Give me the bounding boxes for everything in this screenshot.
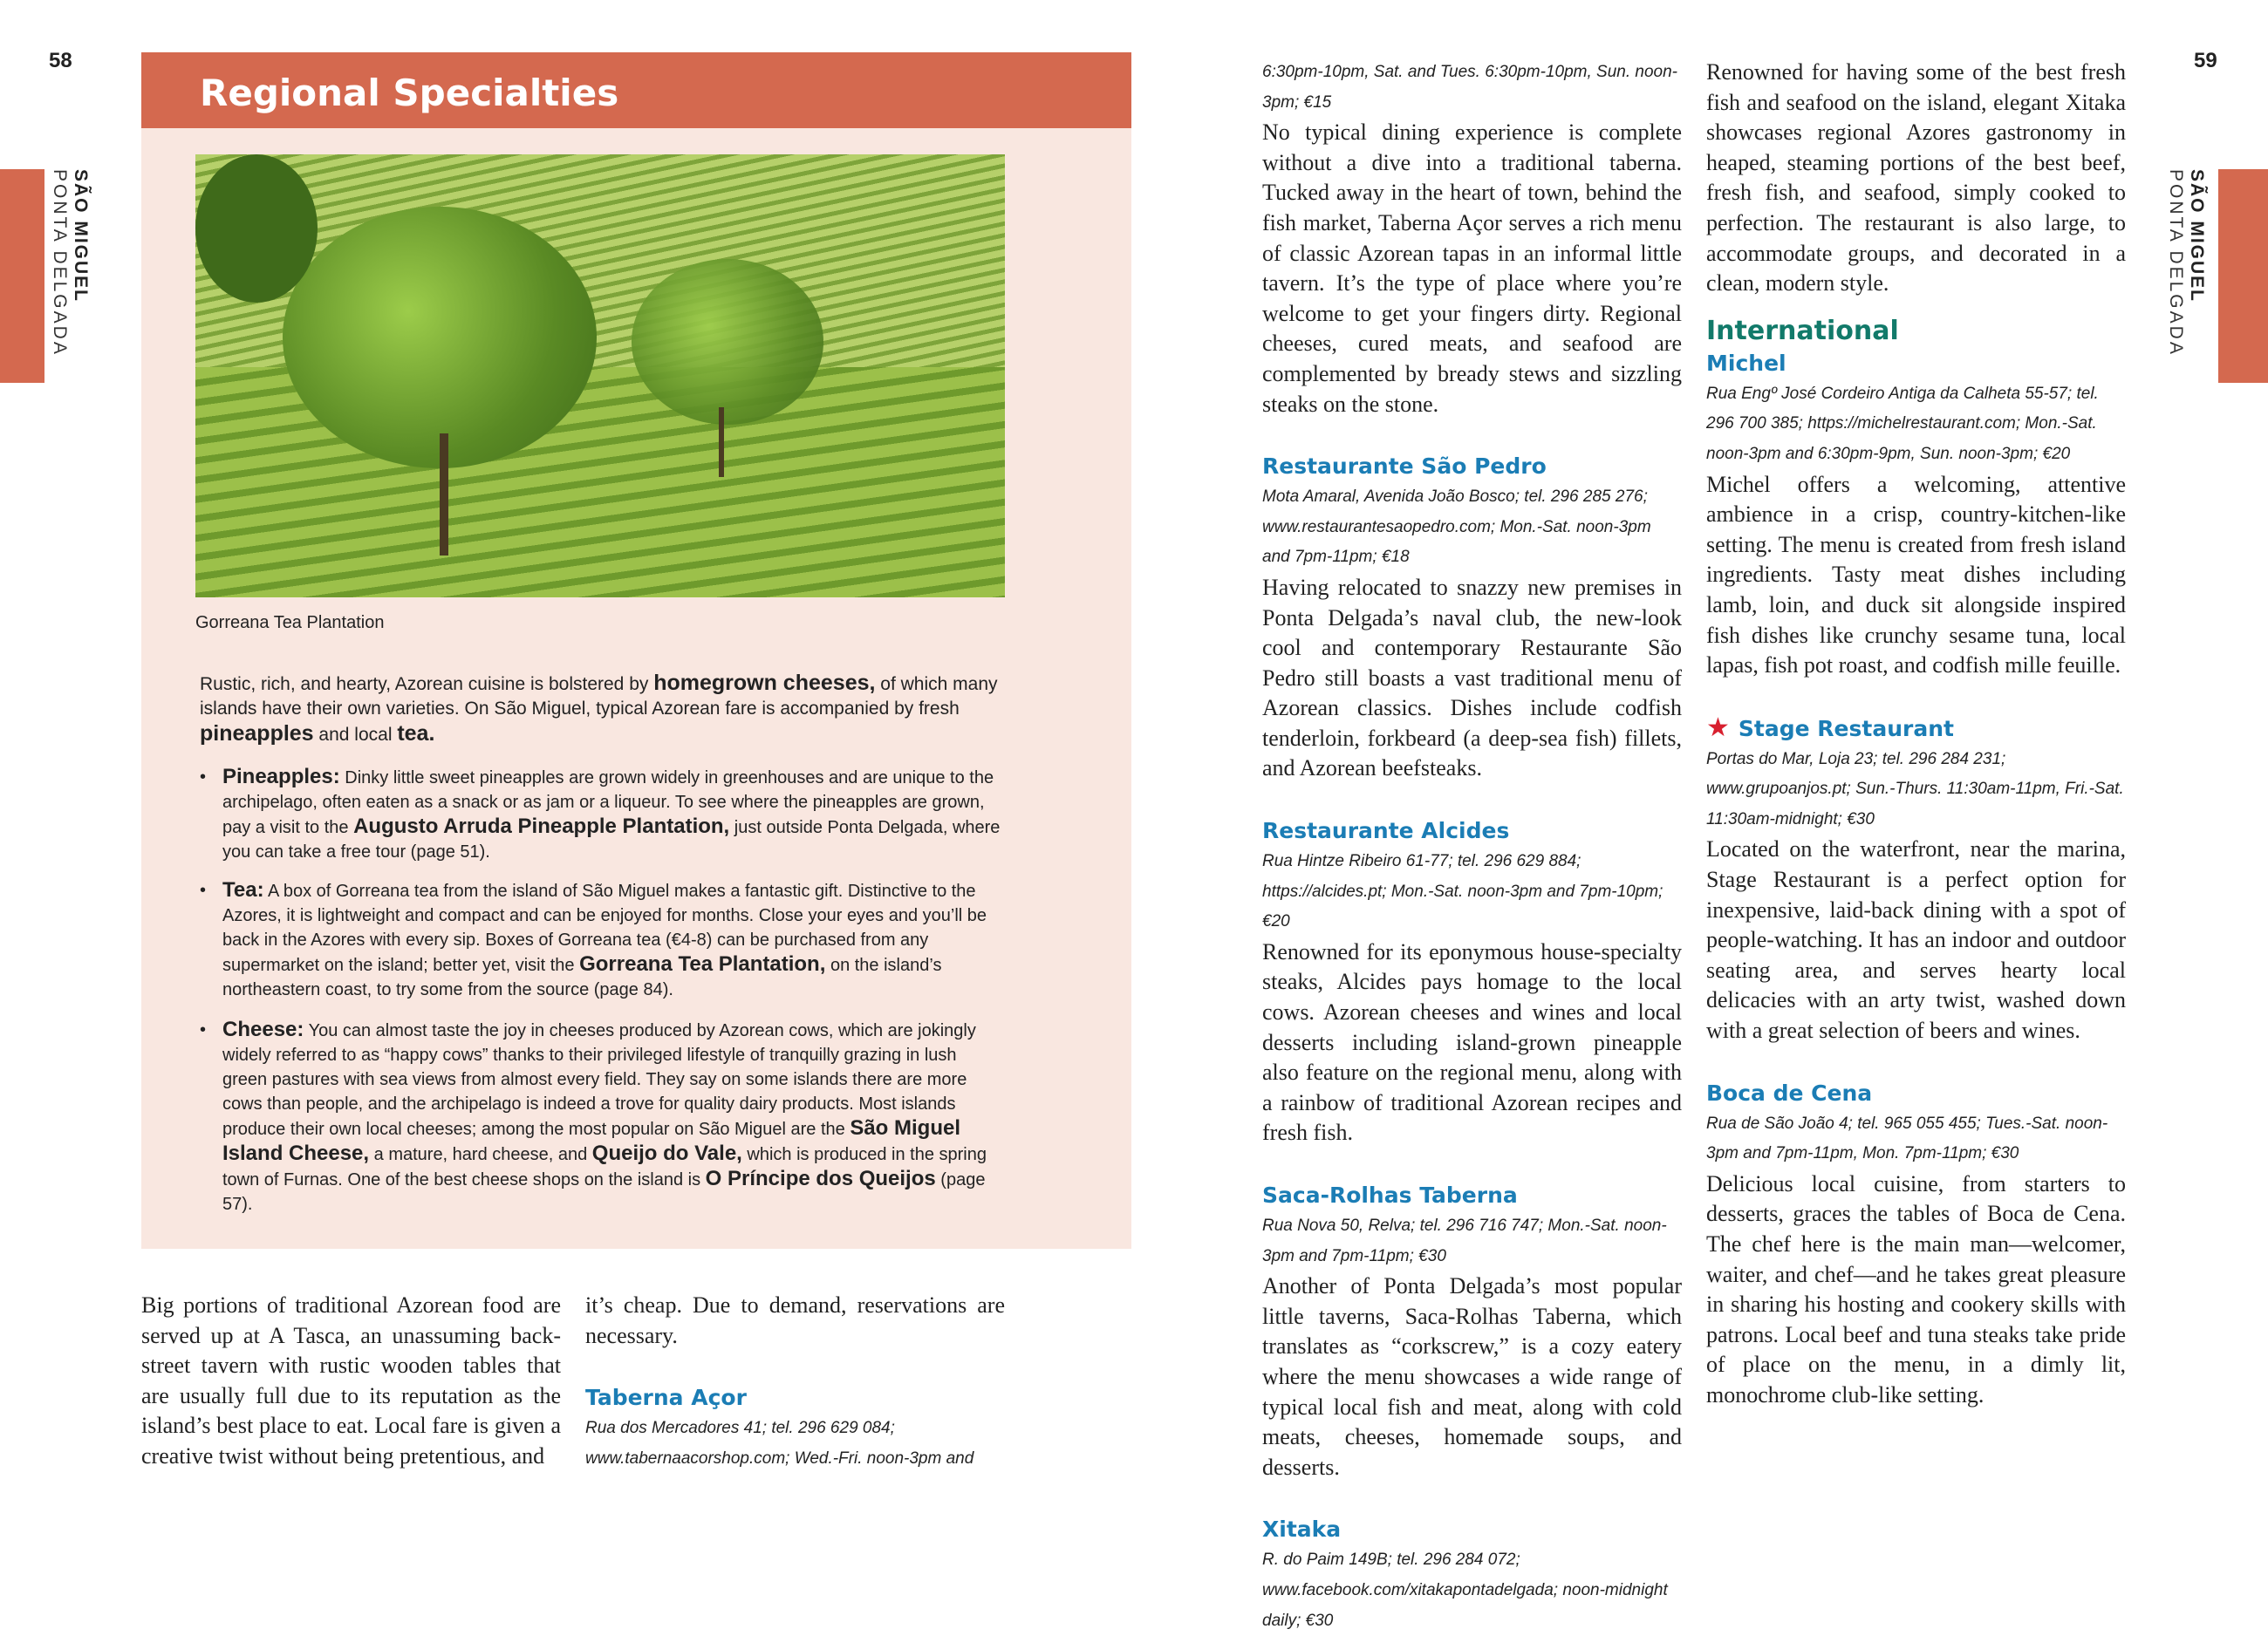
sao-pedro-heading: Restaurante São Pedro bbox=[1262, 453, 1547, 480]
tea-plantation-photo bbox=[195, 154, 1005, 597]
international-heading: International bbox=[1706, 315, 1899, 346]
stage-name: Stage Restaurant bbox=[1738, 715, 1954, 741]
side-tab-left bbox=[0, 169, 44, 383]
xitaka-address: R. do Paim 149B; tel. 296 284 072; www.facebook.com/xitakapontadelgada; noon-midnight daily; €30 bbox=[1262, 1551, 1668, 1630]
boca-de-cena-address: Rua de São João 4; tel. 965 055 455; Tues.-Sat. noon-3pm and 7pm-11pm, Mon. 7pm-11pm; €30 bbox=[1706, 1114, 2108, 1163]
text-run: A box of Gorreana tea from the island of São Miguel makes a fantastic gift. Distinctive to the Azores, it is lightweight and compact and can be enjoyed for months. Close your eyes and you’ll be back in the Azores with every sip. Boxes of Gorreana tea (€4-8) can be purchased from any supermarket on the island; better yet, visit the bbox=[222, 882, 987, 975]
town-label: PONTA DELGADA bbox=[2166, 169, 2186, 357]
bold-term: Augusto Arruda Pineapple Plantation, bbox=[353, 815, 730, 838]
xitaka-desc: Renowned for having some of the best fresh fish and seafood on the island, elegant Xitaka showcases regional Azores gastronomy in heaped, steaming portions of the best beef, fresh fish, and seafood, simply cooked to perfection. The restaurant is also large, to accommodate groups, and decorated in a clean, modern style. bbox=[1706, 59, 2126, 297]
text-run: which is produced in the spring town of Furnas. One of the best cheese shops on the island is bbox=[222, 1145, 987, 1190]
text-run: on the island’s northeastern coast, to try some from the source (page 84). bbox=[222, 956, 942, 999]
body-column-2 bbox=[585, 1291, 1005, 1474]
text-run: a mature, hard cheese, and bbox=[369, 1145, 592, 1164]
alcides-address: Rua Hintze Ribeiro 61-77; tel. 296 629 884; https://alcides.pt; Mon.-Sat. noon-3pm and 7pm-10pm; €20 bbox=[1262, 852, 1663, 931]
bullet-tea bbox=[200, 878, 1005, 1002]
text-run: Rustic, rich, and hearty, Azorean cuisine is bolstered by bbox=[200, 674, 654, 694]
xitaka-heading: Xitaka bbox=[1262, 1517, 1342, 1543]
michel-desc: Michel offers a welcoming, attentive ambience in a crisp, country-kitchen-like setting. The menu is created from fresh island ingredients. Tasty meat dishes including lamb, loin, and duck sit alongside inspired fish dishes like crunchy sesame tuna, local lapas, fish pot roast, and codfish mille feuille. bbox=[1706, 471, 2126, 678]
bold-term: Pineapples: bbox=[222, 765, 340, 788]
alcides-desc: Renowned for its eponymous house-specialty steaks, Alcides pays homage to the local cows. Azorean cheeses and wines and local desserts including island-grown pineapple also feature on the regional menu, along with a rainbow of traditional Azorean recipes and fresh fish. bbox=[1262, 938, 1682, 1146]
intro-paragraph bbox=[200, 671, 1005, 747]
island-label: SÃO MIGUEL bbox=[2187, 169, 2207, 303]
boca-de-cena-heading: Boca de Cena bbox=[1706, 1080, 1873, 1106]
bold-term: tea. bbox=[397, 721, 435, 746]
bold-term: pineapples bbox=[200, 721, 314, 746]
stage-desc: Located on the waterfront, near the marina, Stage Restaurant is a perfect option for inexpensive, laid-back dining with a spot of people-watching. It has an indoor and outdoor seating area, and serves hearty local delicacies with an arty twist, washed down with a great selection of beers and wines. bbox=[1706, 836, 2126, 1044]
body-column-1 bbox=[141, 1291, 561, 1472]
michel-address: Rua Engº José Cordeiro Antiga da Calheta 55-57; tel. 296 700 385; https://michelrestaurant.com; Mon.-Sat. noon-3pm and 6:30pm-9pm, Sun. noon-3pm; €20 bbox=[1706, 384, 2099, 463]
side-tab-right bbox=[2218, 169, 2268, 383]
taberna-acor-heading: Taberna Açor bbox=[585, 1385, 747, 1411]
bold-term: Queijo do Vale, bbox=[591, 1142, 742, 1165]
text-run: Dinky little sweet pineapples are grown widely in greenhouses and are unique to the archipelago, often eaten as a snack or as jam or a liqueur. To see where the pineapples are grown, pay a visit to the bbox=[222, 768, 994, 837]
right-column-1 bbox=[1262, 58, 1682, 1636]
a-tasca-text-cont: it’s cheap. Due to demand, reservations are necessary. bbox=[585, 1292, 1005, 1348]
side-label-right bbox=[2165, 169, 2207, 357]
text-run: and local bbox=[313, 725, 398, 745]
saca-rolhas-address: Rua Nova 50, Relva; tel. 296 716 747; Mon.-Sat. noon-3pm and 7pm-11pm; €30 bbox=[1262, 1217, 1667, 1265]
text-run: You can almost taste the joy in cheeses produced by Azorean cows, which are jokingly widely referred to as “happy cows” thanks to their privileged lifestyle of tranquilly grazing in lush green pastures with sea views from almost every field. They say on some islands there are more cows than people, and the archipelago is indeed a trove for quality dairy products. Most islands produce their own local cheeses; among the most popular on São Miguel are the bbox=[222, 1021, 976, 1139]
page-number-right: 59 bbox=[2194, 49, 2217, 72]
saca-rolhas-heading: Saca-Rolhas Taberna bbox=[1262, 1183, 1518, 1208]
boca-de-cena-desc: Delicious local cuisine, from starters to desserts, graces the tables of Boca de Cena. The chef here is the main man—welcomer, waiter, and chef—and he takes great pleasure in sharing his hosting and cookery skills with patrons. Local beef and tuna steaks take pride of place on the menu, in a dimly lit, monochrome club-like setting. bbox=[1706, 1170, 2126, 1408]
text-run: (page 57). bbox=[222, 1170, 986, 1214]
sao-pedro-address: Mota Amaral, Avenida João Bosco; tel. 296 285 276; www.restaurantesaopedro.com; Mon.-Sat. noon-3pm and 7pm-11pm; €18 bbox=[1262, 487, 1651, 567]
text-run: just outside Ponta Delgada, where you can take a free tour (page 51). bbox=[222, 818, 1001, 862]
bold-term: homegrown cheeses, bbox=[653, 671, 876, 695]
right-column-2 bbox=[1706, 58, 2126, 1411]
star-icon: ★ bbox=[1706, 712, 1730, 743]
island-label: SÃO MIGUEL bbox=[71, 169, 91, 303]
stage-heading bbox=[1706, 712, 2126, 745]
text-run: of which many islands have their own varieties. On São Miguel, typical Azorean fare is accompanied by fresh bbox=[200, 674, 998, 719]
side-label-left bbox=[49, 169, 91, 357]
specialties-panel bbox=[141, 128, 1131, 1249]
alcides-heading: Restaurante Alcides bbox=[1262, 818, 1510, 844]
bold-term: São Miguel Island Cheese, bbox=[222, 1116, 961, 1165]
section-header: Regional Specialties bbox=[141, 52, 1131, 128]
photo-caption: Gorreana Tea Plantation bbox=[195, 613, 385, 632]
michel-heading: Michel bbox=[1706, 350, 1786, 376]
taberna-acor-desc: No typical dining experience is complete without a dive into a traditional taberna. Tucked away in the heart of town, behind the fish market, Taberna Açor serves a rich menu of classic Azorean tapas in an informal little tavern. It’s the type of place where you’re welcome to get your fingers dirty. Regional cheeses, cured meats, and seafood are complemented by bready stews and sizzling steaks on the stone. bbox=[1262, 119, 1682, 417]
bullet-cheese bbox=[200, 1018, 1005, 1217]
bold-term: Tea: bbox=[222, 878, 264, 902]
a-tasca-text: Big portions of traditional Azorean food are served up at A Tasca, an unassuming back-street tavern with rustic wooden tables that are usually full due to its reputation as the island’s best place to eat. Local fare is given a creative twist without being pretentious, and bbox=[141, 1292, 561, 1469]
taberna-acor-address-cont: 6:30pm-10pm, Sat. and Tues. 6:30pm-10pm, Sun. noon-3pm; €15 bbox=[1262, 63, 1677, 112]
bold-term: O Príncipe dos Queijos bbox=[705, 1167, 936, 1190]
bold-term: Cheese: bbox=[222, 1018, 304, 1041]
bold-term: Gorreana Tea Plantation, bbox=[579, 952, 826, 976]
town-label: PONTA DELGADA bbox=[50, 169, 70, 357]
stage-address: Portas do Mar, Loja 23; tel. 296 284 231; www.grupoanjos.pt; Sun.-Thurs. 11:30am-11pm, Fri.-Sat. 11:30am-midnight; €30 bbox=[1706, 749, 2124, 828]
bullet-pineapples bbox=[200, 765, 1005, 864]
taberna-acor-address: Rua dos Mercadores 41; tel. 296 629 084; www.tabernaacorshop.com; Wed.-Fri. noon-3pm and bbox=[585, 1419, 974, 1468]
saca-rolhas-desc: Another of Ponta Delgada’s most popular little taverns, Saca-Rolhas Taberna, which translates as “corkscrew,” is a cozy eatery where the menu showcases a wide range of typical local fish and meat, along with cold meats, cheeses, homemade soups, and desserts. bbox=[1262, 1273, 1682, 1480]
sao-pedro-desc: Having relocated to snazzy new premises in Ponta Delgada’s naval club, the new-look cool and contemporary Restaurante São Pedro still boasts a vast traditional menu of Azorean classics. Dishes include codfish tenderloin, forkbeard (a deep-sea fish) fillets, and Azorean beefsteaks. bbox=[1262, 574, 1682, 781]
page-number-left: 58 bbox=[49, 49, 72, 72]
